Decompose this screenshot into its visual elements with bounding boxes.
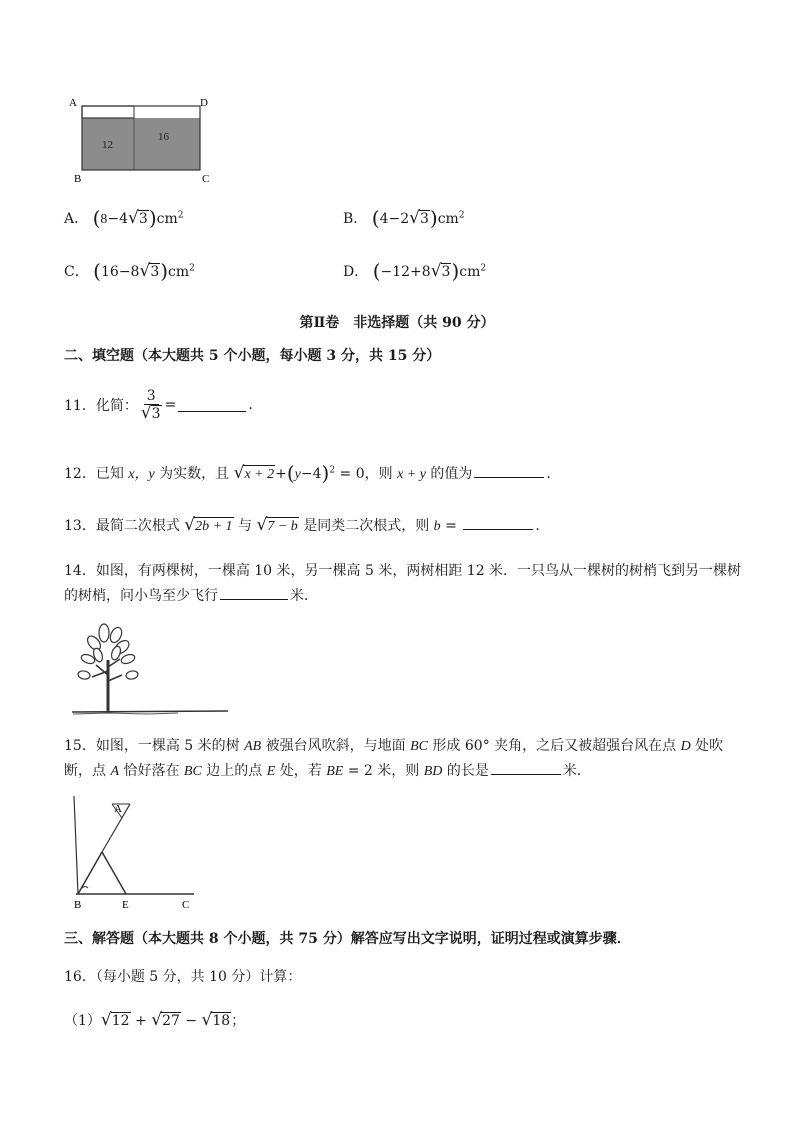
label-a: A xyxy=(69,97,77,109)
question-14-line2: 的树梢，问小鸟至少飞行 米． xyxy=(64,588,318,604)
label-c: C xyxy=(182,899,190,911)
area-left-label: 12 xyxy=(102,139,113,151)
answer-blank[interactable] xyxy=(463,528,533,530)
label-d: D xyxy=(200,97,208,109)
label-a: A xyxy=(114,803,122,815)
section2-title: 二、填空题（本大题共 5 个小题，每小题 3 分，共 15 分） xyxy=(64,348,441,364)
question-16-title: 16．（每小题 5 分，共 10 分）计算： xyxy=(64,969,302,985)
answer-blank[interactable] xyxy=(178,410,246,412)
option-b[interactable]: B． (4−2 √ 3 )$cm^2$ xyxy=(343,206,465,230)
answer-blank[interactable] xyxy=(491,773,561,775)
label-c: C xyxy=(202,173,210,185)
fraction: 3 √ 3 xyxy=(140,388,161,424)
question-16-part1: （1） √ 12 + √ 27 − √ 18 ； xyxy=(64,1010,246,1030)
option-a[interactable]: A． (8−4 √ 3 )$cm^2$ xyxy=(64,206,184,230)
label-b: B xyxy=(74,173,82,185)
question-12: 12．已知 x，y 为实数，且 √ x + 2 $+(y-4)^2 = 0$，则 x + y 的值为 . xyxy=(64,461,551,485)
question-15-line2: 断，点 A 恰好落在 BC 边上的点 E 处，若 BE = 2 米，则 BD 的长是 米． xyxy=(64,763,591,779)
option-letter: D． xyxy=(343,264,369,280)
broken-tree-figure xyxy=(66,792,206,912)
rectangle-figure xyxy=(60,90,220,185)
option-c[interactable]: C． (16−8 √ 3 )$cm^2$ xyxy=(64,259,195,283)
tree-figure xyxy=(68,615,233,720)
question-14-line1: 14．如图，有两棵树，一棵高 10 米，另一棵高 5 米，两树相距 12 米．一只鸟从一棵树的树梢飞到另一棵树 xyxy=(64,563,742,579)
option-letter: B． xyxy=(343,211,368,227)
label-b: B xyxy=(74,899,82,911)
part2-title: 第Ⅱ卷 非选择题（共 90 分） xyxy=(299,315,495,331)
option-letter: A． xyxy=(64,211,89,227)
label-e: E xyxy=(122,899,129,911)
option-letter: C． xyxy=(64,264,89,280)
question-15-line1: 15．如图，一棵高 5 米的树 AB 被强台风吹斜，与地面 BC 形成 60° 夹角，之后又被超强台风在点 D 处吹 xyxy=(64,738,724,754)
section3-title: 三、解答题（本大题共 8 个小题，共 75 分）解答应写出文字说明，证明过程或演算步骤． xyxy=(64,931,631,947)
answer-blank[interactable] xyxy=(220,598,288,600)
answer-blank[interactable] xyxy=(474,476,544,478)
area-right-label: 16 xyxy=(158,131,169,143)
option-d[interactable]: D． (−12+8 √ 3 )$cm^2$ xyxy=(343,259,487,283)
question-13: 13．最简二次根式 √ 2b + 1 与 √ 7 − b 是同类二次根式，则 b = . xyxy=(64,515,540,535)
question-11: 11．化简： 3 √ 3 = . xyxy=(64,388,253,424)
